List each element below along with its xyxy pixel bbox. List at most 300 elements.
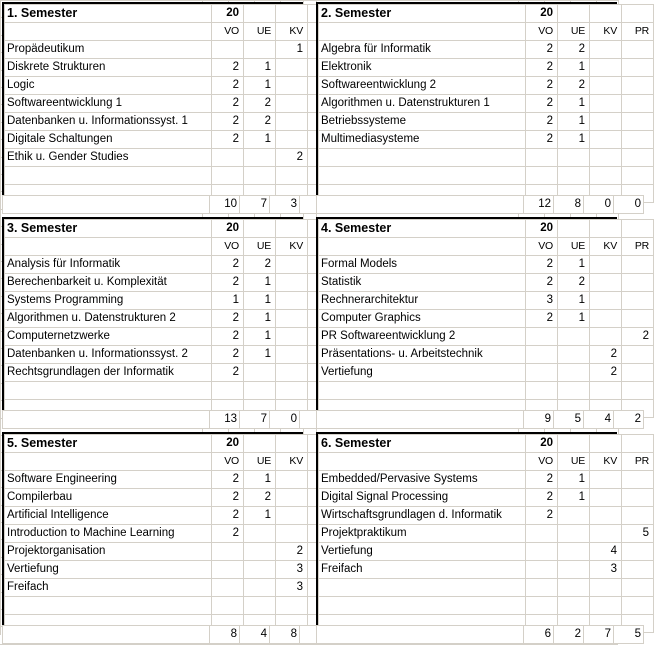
course-pr-hours[interactable] [622,579,654,597]
course-ue-hours[interactable] [558,382,590,400]
course-kv-hours[interactable] [590,292,622,310]
course-row[interactable] [319,597,654,615]
course-ue-hours[interactable]: 2 [244,113,276,131]
course-kv-hours[interactable]: 2 [276,149,308,167]
course-ue-hours[interactable]: 1 [558,59,590,77]
course-pr-hours[interactable] [622,561,654,579]
course-pr-hours[interactable] [622,489,654,507]
course-name[interactable]: Embedded/Pervasive Systems [319,471,526,489]
header-spacer-cell [319,453,526,471]
totals-table [316,195,644,214]
course-name[interactable] [5,167,212,185]
course-vo-hours[interactable] [526,543,558,561]
course-row[interactable] [5,292,340,310]
course-vo-hours[interactable] [526,579,558,597]
course-kv-hours[interactable]: 2 [590,364,622,382]
course-kv-hours[interactable] [276,597,308,615]
course-row[interactable] [5,597,340,615]
course-row[interactable] [5,579,340,597]
course-ue-hours[interactable] [244,525,276,543]
course-ue-hours[interactable]: 1 [244,346,276,364]
course-ue-hours[interactable] [558,364,590,382]
course-vo-hours[interactable]: 2 [526,113,558,131]
course-ue-hours[interactable]: 1 [558,310,590,328]
course-vo-hours[interactable]: 2 [526,471,558,489]
course-pr-hours[interactable] [622,95,654,113]
course-row[interactable] [319,328,654,346]
course-row[interactable] [5,525,340,543]
course-name[interactable]: Computer Graphics [319,310,526,328]
course-name[interactable]: Logic [5,77,212,95]
course-name[interactable]: Multimediasysteme [319,131,526,149]
title-spacer-cell [590,435,622,453]
course-name[interactable]: Software Engineering [5,471,212,489]
course-pr-hours[interactable] [622,167,654,185]
course-ue-hours[interactable]: 1 [558,256,590,274]
total-kv: 3 [270,196,300,214]
course-kv-hours[interactable] [276,167,308,185]
course-pr-hours[interactable] [622,41,654,59]
course-name[interactable]: Propädeutikum [5,41,212,59]
course-row[interactable] [319,489,654,507]
course-row[interactable] [319,579,654,597]
course-kv-hours[interactable] [276,292,308,310]
course-vo-hours[interactable]: 2 [212,113,244,131]
semester-table [4,434,340,633]
course-kv-hours[interactable] [276,471,308,489]
course-ue-hours[interactable]: 1 [558,292,590,310]
semester-block [316,2,649,205]
course-row[interactable] [319,507,654,525]
course-name[interactable]: Datenbanken u. Informationssyst. 2 [5,346,212,364]
course-kv-hours[interactable] [590,113,622,131]
total-kv: 0 [270,411,300,429]
course-kv-hours[interactable] [590,274,622,292]
semester-totals [2,410,303,429]
course-vo-hours[interactable]: 2 [526,131,558,149]
course-vo-hours[interactable]: 2 [526,256,558,274]
course-name[interactable]: Statistik [319,274,526,292]
course-name[interactable]: Freifach [5,579,212,597]
course-vo-hours[interactable] [526,149,558,167]
course-kv-hours[interactable] [276,77,308,95]
course-row[interactable] [319,292,654,310]
course-vo-hours[interactable] [526,167,558,185]
course-vo-hours[interactable]: 2 [212,95,244,113]
course-ue-hours[interactable] [244,167,276,185]
course-ue-hours[interactable] [244,543,276,561]
course-row[interactable] [5,382,340,400]
course-row[interactable] [319,346,654,364]
course-name[interactable]: Freifach [319,561,526,579]
course-kv-hours[interactable] [276,95,308,113]
course-vo-hours[interactable]: 2 [526,489,558,507]
course-ue-hours[interactable] [244,149,276,167]
course-pr-hours[interactable] [622,131,654,149]
course-ue-hours[interactable]: 1 [558,489,590,507]
course-row[interactable] [319,364,654,382]
course-vo-hours[interactable]: 2 [212,525,244,543]
course-vo-hours[interactable]: 2 [212,310,244,328]
course-kv-hours[interactable] [590,41,622,59]
course-ue-hours[interactable]: 1 [244,131,276,149]
course-name[interactable]: Vertiefung [5,561,212,579]
course-vo-hours[interactable]: 2 [212,364,244,382]
course-kv-hours[interactable] [276,489,308,507]
course-ue-hours[interactable]: 1 [244,310,276,328]
semester-table [4,219,340,418]
course-pr-hours[interactable] [622,149,654,167]
course-kv-hours[interactable] [276,525,308,543]
course-ue-hours[interactable] [558,561,590,579]
total-kv: 8 [270,626,300,644]
course-name[interactable]: Artificial Intelligence [5,507,212,525]
course-name[interactable]: Ethik u. Gender Studies [5,149,212,167]
course-name[interactable]: Algorithmen u. Datenstrukturen 2 [5,310,212,328]
course-vo-hours[interactable]: 3 [526,292,558,310]
column-header-ue: UE [244,453,276,471]
course-row[interactable] [319,77,654,95]
course-name[interactable]: Systems Programming [5,292,212,310]
course-pr-hours[interactable]: 5 [622,525,654,543]
course-vo-hours[interactable] [526,364,558,382]
total-ue: 2 [554,626,584,644]
course-pr-hours[interactable] [622,310,654,328]
course-kv-hours[interactable] [590,579,622,597]
course-name[interactable] [319,149,526,167]
course-kv-hours[interactable] [276,131,308,149]
course-kv-hours[interactable] [590,507,622,525]
semester-block [2,2,303,205]
course-vo-hours[interactable]: 2 [212,274,244,292]
course-name[interactable]: Algorithmen u. Datenstrukturen 1 [319,95,526,113]
course-pr-hours[interactable] [622,292,654,310]
course-kv-hours[interactable] [590,328,622,346]
course-ue-hours[interactable] [558,525,590,543]
course-row[interactable] [5,77,340,95]
course-name[interactable]: Diskrete Strukturen [5,59,212,77]
course-name[interactable]: Rechtsgrundlagen der Informatik [5,364,212,382]
course-pr-hours[interactable] [622,59,654,77]
course-ue-hours[interactable]: 1 [244,292,276,310]
course-ue-hours[interactable] [558,597,590,615]
course-pr-hours[interactable] [622,113,654,131]
course-name[interactable] [319,579,526,597]
course-ue-hours[interactable] [244,579,276,597]
course-row[interactable] [5,256,340,274]
course-ue-hours[interactable] [244,561,276,579]
course-kv-hours[interactable] [590,149,622,167]
course-kv-hours[interactable]: 4 [590,543,622,561]
course-vo-hours[interactable] [212,149,244,167]
course-pr-hours[interactable] [622,77,654,95]
course-name[interactable]: Analysis für Informatik [5,256,212,274]
course-kv-hours[interactable]: 3 [276,561,308,579]
course-kv-hours[interactable]: 1 [276,41,308,59]
course-name[interactable]: Formal Models [319,256,526,274]
totals-table [2,195,330,214]
course-kv-hours[interactable] [276,256,308,274]
course-ue-hours[interactable]: 1 [244,471,276,489]
total-ue: 8 [554,196,584,214]
course-ue-hours[interactable]: 2 [244,256,276,274]
course-name[interactable]: Präsentations- u. Arbeitstechnik [319,346,526,364]
course-kv-hours[interactable] [276,274,308,292]
course-kv-hours[interactable] [590,382,622,400]
course-name[interactable]: Algebra für Informatik [319,41,526,59]
course-vo-hours[interactable]: 2 [212,256,244,274]
course-pr-hours[interactable] [622,543,654,561]
course-ue-hours[interactable] [558,346,590,364]
totals-row [3,196,330,214]
course-ue-hours[interactable] [244,41,276,59]
course-name[interactable]: Wirtschaftsgrundlagen d. Informatik [319,507,526,525]
course-ue-hours[interactable]: 1 [244,274,276,292]
column-header-ue: UE [558,23,590,41]
course-kv-hours[interactable] [276,59,308,77]
course-vo-hours[interactable] [526,597,558,615]
course-kv-hours[interactable] [276,382,308,400]
course-row[interactable] [319,59,654,77]
course-pr-hours[interactable] [622,597,654,615]
course-row[interactable] [319,274,654,292]
course-row[interactable] [319,310,654,328]
column-header-vo: VO [212,453,244,471]
course-row[interactable] [319,561,654,579]
course-name[interactable]: Introduction to Machine Learning [5,525,212,543]
course-kv-hours[interactable] [590,597,622,615]
course-name[interactable]: Projektorganisation [5,543,212,561]
course-vo-hours[interactable]: 2 [212,489,244,507]
course-name[interactable]: Computernetzwerke [5,328,212,346]
course-pr-hours[interactable]: 2 [622,328,654,346]
course-name[interactable] [5,597,212,615]
semester-totals [316,195,641,214]
course-kv-hours[interactable] [590,256,622,274]
course-ue-hours[interactable]: 1 [244,77,276,95]
course-row[interactable] [319,525,654,543]
course-ue-hours[interactable]: 2 [558,41,590,59]
course-vo-hours[interactable]: 2 [526,310,558,328]
semester-title-row [319,435,654,453]
course-row[interactable] [319,471,654,489]
course-ue-hours[interactable]: 1 [558,113,590,131]
course-vo-hours[interactable] [212,597,244,615]
course-ue-hours[interactable] [558,167,590,185]
course-pr-hours[interactable] [622,507,654,525]
course-row[interactable] [5,364,340,382]
course-row[interactable] [5,346,340,364]
course-pr-hours[interactable] [622,346,654,364]
semester-totals [2,625,303,644]
course-kv-hours[interactable] [590,471,622,489]
course-pr-hours[interactable] [622,364,654,382]
course-vo-hours[interactable] [212,167,244,185]
course-row[interactable] [5,507,340,525]
course-ue-hours[interactable] [558,149,590,167]
course-kv-hours[interactable] [276,328,308,346]
course-name[interactable]: Datenbanken u. Informationssyst. 1 [5,113,212,131]
column-header-vo: VO [212,238,244,256]
course-vo-hours[interactable] [212,561,244,579]
course-vo-hours[interactable]: 2 [526,59,558,77]
course-ue-hours[interactable]: 1 [244,507,276,525]
course-kv-hours[interactable] [590,525,622,543]
course-vo-hours[interactable]: 2 [526,77,558,95]
course-row[interactable] [5,113,340,131]
course-vo-hours[interactable] [526,382,558,400]
course-kv-hours[interactable] [276,507,308,525]
course-kv-hours[interactable] [590,95,622,113]
course-kv-hours[interactable] [590,77,622,95]
header-spacer-cell [319,238,526,256]
course-row[interactable] [319,256,654,274]
course-vo-hours[interactable]: 2 [526,274,558,292]
course-row[interactable] [5,543,340,561]
course-name[interactable]: Digital Signal Processing [319,489,526,507]
course-row[interactable] [319,149,654,167]
title-spacer-cell [276,220,308,238]
course-row[interactable] [5,95,340,113]
course-vo-hours[interactable]: 2 [212,346,244,364]
course-kv-hours[interactable] [276,364,308,382]
column-header-kv: KV [276,238,308,256]
column-header-row [5,23,340,41]
course-ue-hours[interactable] [558,579,590,597]
course-pr-hours[interactable] [622,382,654,400]
course-row[interactable] [319,95,654,113]
course-name[interactable]: Projektpraktikum [319,525,526,543]
course-row[interactable] [5,561,340,579]
course-ue-hours[interactable]: 1 [558,95,590,113]
course-ue-hours[interactable]: 2 [244,489,276,507]
course-pr-hours[interactable] [622,274,654,292]
course-vo-hours[interactable]: 2 [212,328,244,346]
course-row[interactable] [319,543,654,561]
course-vo-hours[interactable]: 2 [212,59,244,77]
course-vo-hours[interactable] [212,41,244,59]
course-kv-hours[interactable]: 2 [276,543,308,561]
course-row[interactable] [5,489,340,507]
course-vo-hours[interactable]: 2 [526,41,558,59]
course-ue-hours[interactable] [244,364,276,382]
course-kv-hours[interactable] [276,346,308,364]
course-vo-hours[interactable]: 2 [212,507,244,525]
course-kv-hours[interactable]: 3 [590,561,622,579]
semester-totals [316,410,641,429]
course-name[interactable]: Betriebssysteme [319,113,526,131]
course-ue-hours[interactable]: 1 [244,59,276,77]
course-kv-hours[interactable] [276,310,308,328]
course-vo-hours[interactable] [212,543,244,561]
course-row[interactable] [319,167,654,185]
course-vo-hours[interactable]: 2 [526,507,558,525]
course-name[interactable]: Softwareentwicklung 1 [5,95,212,113]
course-ue-hours[interactable]: 1 [558,471,590,489]
course-name[interactable]: Softwareentwicklung 2 [319,77,526,95]
course-vo-hours[interactable] [212,382,244,400]
course-name[interactable] [319,167,526,185]
course-row[interactable] [319,382,654,400]
course-kv-hours[interactable] [590,59,622,77]
course-name[interactable]: Elektronik [319,59,526,77]
semester-ects: 20 [526,435,558,453]
course-row[interactable] [5,131,340,149]
column-header-kv: KV [590,23,622,41]
course-vo-hours[interactable]: 2 [212,77,244,95]
course-kv-hours[interactable] [590,167,622,185]
course-row[interactable] [5,471,340,489]
course-kv-hours[interactable]: 2 [590,346,622,364]
course-name[interactable] [319,382,526,400]
course-name[interactable]: Digitale Schaltungen [5,131,212,149]
course-ue-hours[interactable] [244,597,276,615]
course-ue-hours[interactable] [558,328,590,346]
course-kv-hours[interactable] [590,131,622,149]
course-ue-hours[interactable] [558,543,590,561]
course-ue-hours[interactable]: 1 [244,328,276,346]
course-vo-hours[interactable] [526,328,558,346]
course-vo-hours[interactable]: 2 [212,471,244,489]
course-row[interactable] [319,131,654,149]
course-vo-hours[interactable]: 2 [526,95,558,113]
course-ue-hours[interactable]: 2 [558,77,590,95]
course-vo-hours[interactable] [526,346,558,364]
course-name[interactable]: PR Softwareentwicklung 2 [319,328,526,346]
course-name[interactable]: Compilerbau [5,489,212,507]
course-kv-hours[interactable]: 3 [276,579,308,597]
course-name[interactable]: Vertiefung [319,364,526,382]
totals-label-cell [3,626,210,644]
course-name[interactable] [319,597,526,615]
course-kv-hours[interactable] [590,489,622,507]
course-row[interactable] [5,167,340,185]
course-vo-hours[interactable] [526,561,558,579]
semester-ects: 20 [526,220,558,238]
course-row[interactable] [5,274,340,292]
course-vo-hours[interactable] [212,579,244,597]
course-kv-hours[interactable] [276,113,308,131]
total-vo: 12 [524,196,554,214]
course-ue-hours[interactable] [244,382,276,400]
course-ue-hours[interactable] [558,507,590,525]
course-ue-hours[interactable]: 2 [244,95,276,113]
course-vo-hours[interactable]: 2 [212,131,244,149]
column-header-ue: UE [244,238,276,256]
course-row[interactable] [5,310,340,328]
course-row[interactable] [5,149,340,167]
course-name[interactable]: Vertiefung [319,543,526,561]
course-row[interactable] [5,328,340,346]
course-name[interactable] [5,382,212,400]
semester-table [4,4,340,203]
course-vo-hours[interactable]: 1 [212,292,244,310]
course-name[interactable]: Berechenbarkeit u. Komplexität [5,274,212,292]
totals-table [2,625,330,644]
course-pr-hours[interactable] [622,256,654,274]
course-row[interactable] [5,59,340,77]
course-name[interactable]: Rechnerarchitektur [319,292,526,310]
course-vo-hours[interactable] [526,525,558,543]
course-ue-hours[interactable]: 1 [558,131,590,149]
course-row[interactable] [319,41,654,59]
course-row[interactable] [5,41,340,59]
course-ue-hours[interactable]: 2 [558,274,590,292]
course-row[interactable] [319,113,654,131]
column-header-vo: VO [526,238,558,256]
course-kv-hours[interactable] [590,310,622,328]
course-pr-hours[interactable] [622,471,654,489]
